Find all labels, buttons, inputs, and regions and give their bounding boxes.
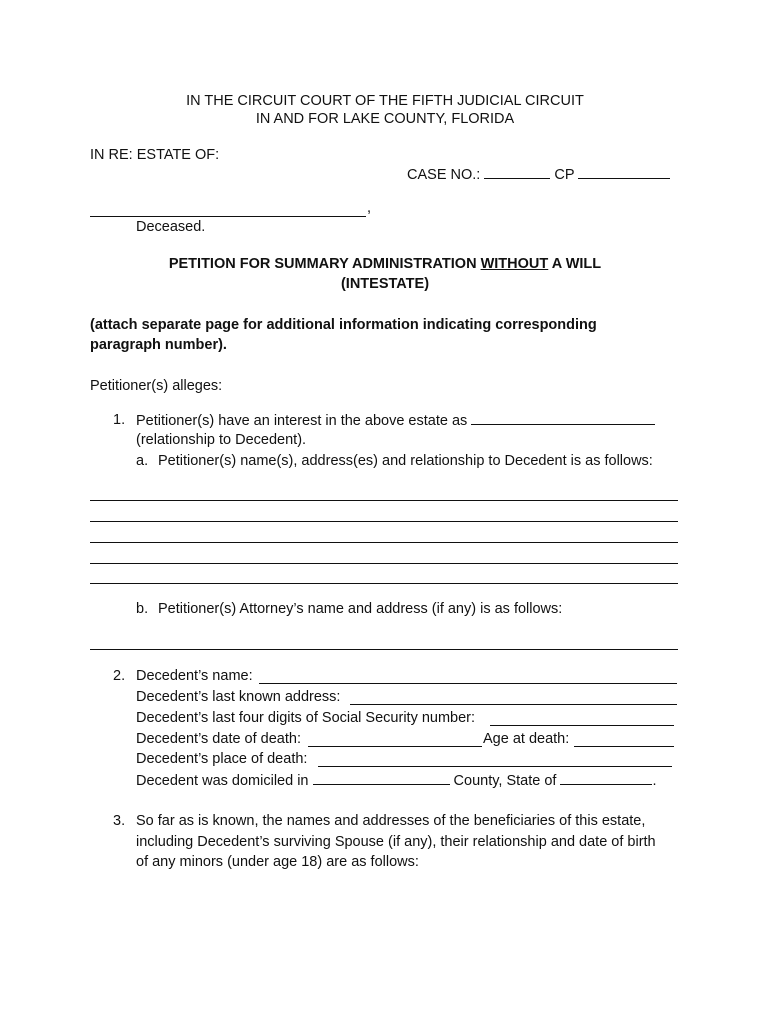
cp-label: CP bbox=[554, 167, 575, 183]
estate-name-comma: , bbox=[367, 200, 372, 216]
decedent-ssn-label: Decedent’s last four digits of Social Security number: bbox=[136, 710, 476, 726]
domicile-county-blank[interactable] bbox=[313, 772, 450, 785]
decedent-ssn-blank[interactable] bbox=[490, 725, 674, 726]
age-at-death-blank[interactable] bbox=[574, 746, 674, 747]
petitioner-info-line[interactable] bbox=[90, 563, 678, 564]
petition-title-line2: (INTESTATE) bbox=[340, 276, 430, 292]
item-3-line3: of any minors (under age 18) are as follows: bbox=[136, 854, 419, 870]
petitioner-alleges: Petitioner(s) alleges: bbox=[90, 378, 223, 394]
decedent-place-label: Decedent’s place of death: bbox=[136, 751, 308, 767]
cp-number-blank[interactable] bbox=[578, 166, 670, 179]
decedent-address-blank[interactable] bbox=[350, 704, 677, 705]
deceased-label: Deceased. bbox=[136, 219, 206, 235]
court-heading-line2: IN AND FOR LAKE COUNTY, FLORIDA bbox=[255, 111, 515, 127]
relationship-blank[interactable] bbox=[471, 412, 655, 425]
petition-title-part: A WILL bbox=[548, 256, 602, 272]
petitioner-info-line[interactable] bbox=[90, 583, 678, 584]
county-state-label: County, State of bbox=[453, 773, 557, 789]
item-1-interest-text: Petitioner(s) have an interest in the above estate as bbox=[136, 413, 468, 429]
item-1-line1 bbox=[136, 412, 655, 429]
item-3-number: 3. bbox=[113, 813, 126, 829]
decedent-name-label: Decedent’s name: bbox=[136, 668, 253, 684]
petition-title-part: PETITION FOR SUMMARY ADMINISTRATION bbox=[168, 256, 481, 272]
domicile-line bbox=[136, 772, 657, 789]
case-number-blank[interactable] bbox=[484, 166, 550, 179]
attorney-info-line[interactable] bbox=[90, 649, 678, 650]
case-number-line bbox=[407, 166, 670, 183]
item-3-line1: So far as is known, the names and addresses of the beneficiaries of this estate, bbox=[136, 813, 646, 829]
in-re-estate-label: IN RE: ESTATE OF: bbox=[90, 147, 220, 163]
petitioner-info-line[interactable] bbox=[90, 521, 678, 522]
item-3-line2: including Decedent’s surviving Spouse (if any), their relationship and date of birth bbox=[136, 834, 656, 850]
domiciled-label: Decedent was domiciled in bbox=[136, 773, 309, 789]
petitioner-info-line[interactable] bbox=[90, 500, 678, 501]
petitioner-info-line[interactable] bbox=[90, 542, 678, 543]
item-1b-label: b. bbox=[136, 601, 149, 617]
item-1-number: 1. bbox=[113, 412, 126, 428]
instruction-line2: paragraph number). bbox=[90, 337, 227, 353]
domicile-period: . bbox=[652, 773, 657, 789]
item-2-number: 2. bbox=[113, 668, 126, 684]
case-number-label: CASE NO.: bbox=[407, 167, 481, 183]
decedent-name-blank[interactable] bbox=[259, 683, 677, 684]
decedent-place-blank[interactable] bbox=[318, 766, 672, 767]
item-1b-text: Petitioner(s) Attorney’s name and address (if any) is as follows: bbox=[158, 601, 563, 617]
item-1a-text: Petitioner(s) name(s), address(es) and relationship to Decedent is as follows: bbox=[158, 453, 653, 469]
domicile-state-blank[interactable] bbox=[560, 772, 652, 785]
petition-title-without: WITHOUT bbox=[480, 256, 549, 272]
instruction-line1: (attach separate page for additional information indicating corresponding bbox=[90, 317, 597, 333]
decedent-dod-blank[interactable] bbox=[308, 746, 482, 747]
age-at-death-label: Age at death: bbox=[483, 731, 570, 747]
estate-name-blank[interactable] bbox=[90, 216, 366, 217]
item-1-line2: (relationship to Decedent). bbox=[136, 432, 307, 448]
court-heading-line1: IN THE CIRCUIT COURT OF THE FIFTH JUDICIAL CIRCUIT bbox=[186, 93, 584, 109]
decedent-dod-label: Decedent’s date of death: bbox=[136, 731, 301, 747]
petition-title-line1 bbox=[0, 256, 770, 272]
decedent-address-label: Decedent’s last known address: bbox=[136, 689, 341, 705]
item-1a-label: a. bbox=[136, 453, 149, 469]
